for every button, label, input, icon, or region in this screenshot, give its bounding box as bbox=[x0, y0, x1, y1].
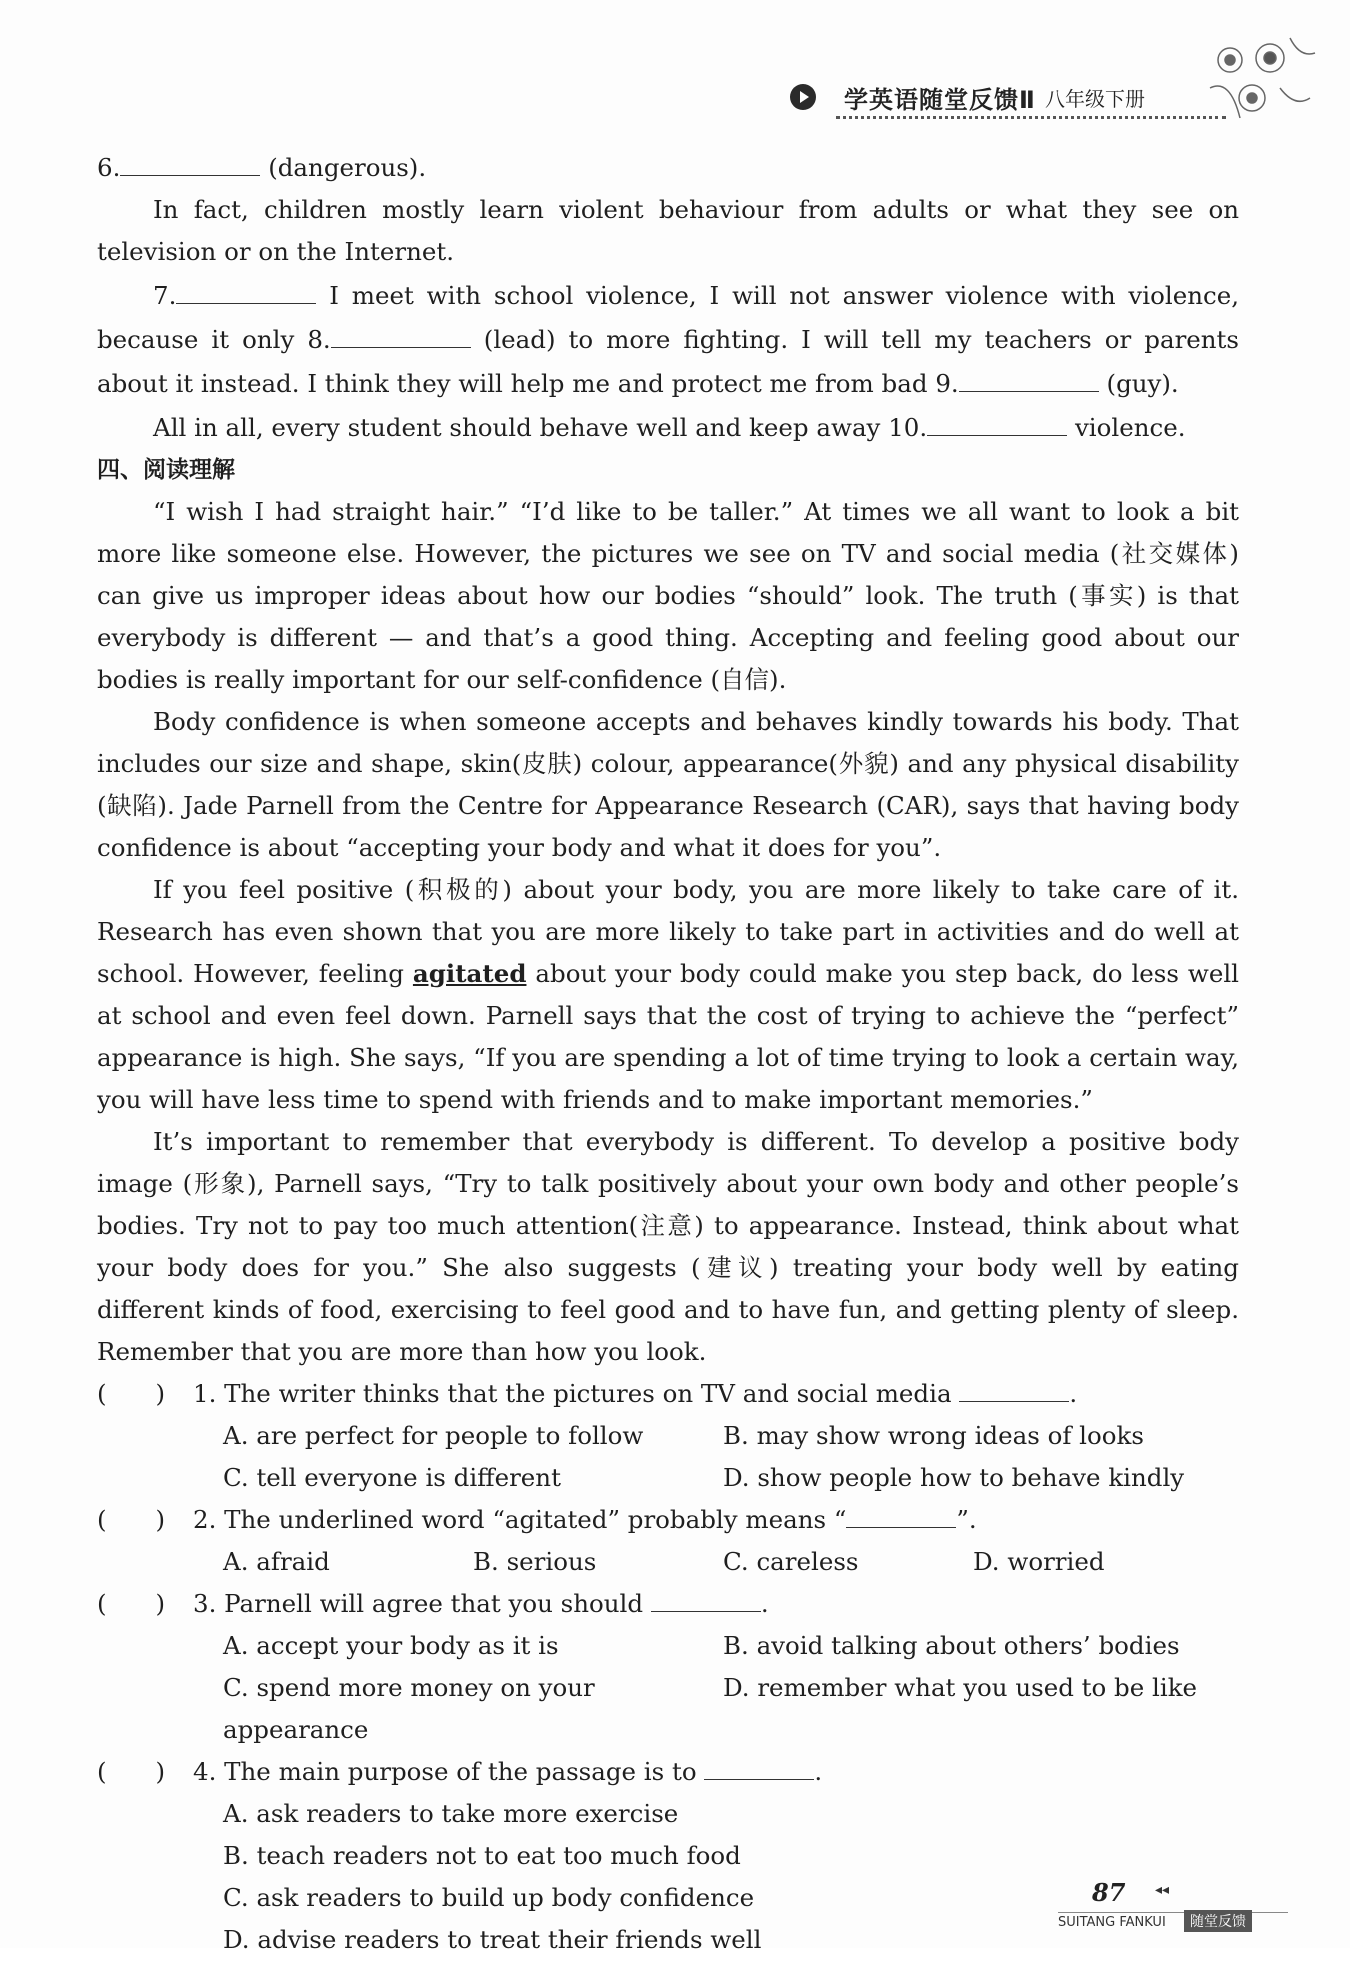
question-end: . bbox=[1069, 1379, 1078, 1408]
question-1 bbox=[97, 1373, 1239, 1415]
option-b[interactable]: B. teach readers not to eat too much food bbox=[223, 1841, 741, 1870]
play-icon bbox=[790, 84, 816, 110]
option-b[interactable]: B. avoid talking about others’ bodies bbox=[723, 1631, 1180, 1660]
answer-bracket[interactable]: ( ) bbox=[97, 1589, 166, 1618]
page-number: 87 bbox=[1092, 1878, 1126, 1907]
question-blank bbox=[651, 1583, 761, 1612]
cloze-line-10 bbox=[97, 405, 1239, 449]
option-c[interactable]: C. tell everyone is different bbox=[223, 1463, 561, 1492]
option-d[interactable]: D. show people how to behave kindly bbox=[723, 1463, 1185, 1492]
question-end: . bbox=[814, 1757, 823, 1786]
section-title: 四、阅读理解 bbox=[97, 457, 235, 483]
question-blank bbox=[846, 1499, 956, 1528]
option-d[interactable]: D. advise readers to treat their friends well bbox=[223, 1925, 762, 1954]
options-q3 bbox=[97, 1625, 1239, 1751]
question-stem: 4. The main purpose of the passage is to bbox=[193, 1757, 697, 1786]
answer-blank-8[interactable] bbox=[331, 317, 471, 348]
option-d[interactable]: D. worried bbox=[973, 1547, 1105, 1576]
option-c[interactable]: C. careless bbox=[723, 1547, 859, 1576]
flower-decoration-icon bbox=[1200, 28, 1320, 148]
book-title: 学英语随堂反馈Ⅱ bbox=[844, 86, 1036, 114]
header-dotted-rule bbox=[836, 116, 1226, 119]
passage-paragraph-2: Body confidence is when someone accepts and behaves kindly towards his body. That includes our size and shape, skin(皮肤) colour, appearance(外貌) and any physical disability (缺陷). Jade Parnell from the Centre for Appearance Research (CAR), says that having body confidence is about “accepting your body and what it does for you”. bbox=[97, 707, 1239, 862]
blank-number: 6. bbox=[97, 153, 121, 182]
question-stem: 2. The underlined word “agitated” probably means “ bbox=[193, 1505, 847, 1534]
answer-blank-9[interactable] bbox=[959, 361, 1099, 392]
question-3 bbox=[97, 1583, 1239, 1625]
cloze-text: (lead) to more fighting. I will tell my teachers or parents about it instead. I think they will help me and protect me from bad bbox=[97, 325, 1239, 398]
footer-brand: SUITANG FANKUI bbox=[1058, 1915, 1166, 1930]
question-stem: 1. The writer thinks that the pictures on TV and social media bbox=[193, 1379, 952, 1408]
cloze-text: violence. bbox=[1074, 413, 1186, 442]
option-b[interactable]: B. may show wrong ideas of looks bbox=[723, 1421, 1144, 1450]
question-end: . bbox=[760, 1589, 769, 1618]
answer-bracket[interactable]: ( ) bbox=[97, 1757, 166, 1786]
question-blank bbox=[704, 1751, 814, 1780]
options-q4 bbox=[97, 1793, 1239, 1961]
option-c[interactable]: C. ask readers to build up body confidence bbox=[223, 1883, 755, 1912]
cloze-paragraph: In fact, children mostly learn violent behaviour from adults or what they see on television or on the Internet. bbox=[97, 195, 1239, 266]
answer-blank-7[interactable] bbox=[176, 273, 316, 304]
passage-paragraph-4: It’s important to remember that everybody is different. To develop a positive body image (形象), Parnell says, “Try to talk positively about your own body and other people’s bodies. Try not to pay too much attention(注意) to appearance. Instead, think about what your body does for you.” She also suggests (建议) treating your body well by eating different kinds of food, exercising to feel good and to have fun, and getting plenty of sleep. Remember that you are more than how you look. bbox=[97, 1127, 1239, 1366]
cloze-line-6 bbox=[97, 145, 1239, 189]
cloze-text: (guy). bbox=[1106, 369, 1179, 398]
answer-bracket[interactable]: ( ) bbox=[97, 1505, 166, 1534]
passage-text: about your body could make you step back, do less well at school and even feel down. Parnell says that the cost of trying to achieve the “perfect” appearance is high. She says, “If you are spending a lot of time trying to look a certain way, you will have less time to spend with friends and to make important memories.” bbox=[97, 959, 1239, 1114]
book-subtitle: 八年级下册 bbox=[1045, 87, 1145, 111]
option-a[interactable]: A. are perfect for people to follow bbox=[223, 1421, 644, 1450]
answer-blank-6[interactable] bbox=[120, 145, 260, 176]
question-end: ”. bbox=[956, 1505, 977, 1534]
option-c[interactable]: C. spend more money on your appearance bbox=[223, 1673, 595, 1744]
passage-text: If you feel positive (积极的) about your body, you are more likely to take care of it. Research has even shown that you are more likely to take part in activities and do well at school. However, feeling bbox=[97, 875, 1239, 988]
option-a[interactable]: A. afraid bbox=[223, 1547, 330, 1576]
options-q2 bbox=[97, 1541, 1239, 1583]
blank-number: 9. bbox=[935, 369, 959, 398]
answer-bracket[interactable]: ( ) bbox=[97, 1379, 166, 1408]
footer-rule bbox=[1058, 1912, 1288, 1913]
cloze-line-7-9 bbox=[97, 273, 1239, 405]
question-stem: 3. Parnell will agree that you should bbox=[193, 1589, 644, 1618]
option-a[interactable]: A. ask readers to take more exercise bbox=[223, 1799, 679, 1828]
cloze-text: I meet with school violence, I will not answer violence with violence, because it only bbox=[97, 281, 1239, 354]
option-d[interactable]: D. remember what you used to be like bbox=[723, 1673, 1198, 1702]
question-2 bbox=[97, 1499, 1239, 1541]
blank-number: 8. bbox=[307, 325, 331, 354]
option-a[interactable]: A. accept your body as it is bbox=[223, 1631, 559, 1660]
passage-paragraph-1: “I wish I had straight hair.” “I’d like to be taller.” At times we all want to look a bit more like someone else. However, the pictures we see on TV and social media (社交媒体) can give us improper ideas about how our bodies “should” look. The truth (事实) is that everybody is different — and that’s a good thing. Accepting and feeling good about our bodies is really important for our self-confidence (自信). bbox=[97, 497, 1239, 694]
blank-number: 10. bbox=[888, 413, 928, 442]
underlined-word: agitated bbox=[412, 959, 527, 988]
options-q1 bbox=[97, 1415, 1239, 1499]
cloze-text: All in all, every student should behave well and keep away bbox=[153, 413, 881, 442]
question-4 bbox=[97, 1751, 1239, 1793]
passage-paragraph-3 bbox=[97, 869, 1239, 1121]
answer-blank-10[interactable] bbox=[927, 405, 1067, 436]
footer-tag: 随堂反馈 bbox=[1184, 1910, 1252, 1932]
page-content bbox=[97, 145, 1239, 1961]
hint-text: (dangerous). bbox=[268, 153, 427, 182]
blank-number: 7. bbox=[153, 281, 177, 310]
question-blank bbox=[959, 1373, 1069, 1402]
option-b[interactable]: B. serious bbox=[473, 1547, 597, 1576]
double-arrow-icon: ◂◂ bbox=[1155, 1882, 1170, 1898]
